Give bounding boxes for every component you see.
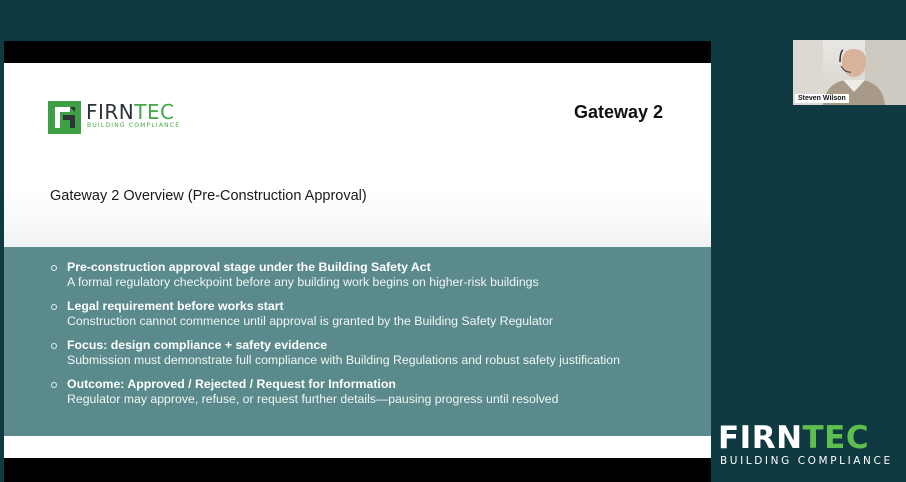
- firntec-logo-mark-icon: [48, 101, 81, 134]
- presenter-name-label: Steven Wilson: [795, 94, 849, 103]
- bullet-item: [50, 260, 620, 289]
- bullet-item: [50, 377, 620, 406]
- bullet-list: [50, 260, 620, 416]
- brand-wordmark-firn: FIRN: [718, 420, 803, 456]
- shared-screen: [4, 41, 711, 482]
- brand-wordmark-tec: TEC: [802, 420, 870, 456]
- bullet-text: A formal regulatory checkpoint before any building work begins on higher-risk buildings: [67, 274, 539, 289]
- bullet-heading: Pre-construction approval stage under the Building Safety Act: [67, 260, 431, 274]
- logo-wordmark-tec: TEC: [134, 100, 175, 124]
- logo-subtitle: BUILDING COMPLIANCE: [87, 122, 181, 129]
- bullet-text: Regulator may approve, refuse, or request further details—pausing progress until resolved: [67, 391, 559, 406]
- logo-wordmark-firn: FIRN: [86, 100, 135, 124]
- logo-wordmark: [86, 101, 175, 123]
- bullet-text: Construction cannot commence until approval is granted by the Building Safety Regulator: [67, 313, 554, 328]
- bullet-heading: Outcome: Approved / Rejected / Request for Information: [67, 377, 396, 391]
- bullet-heading: Focus: design compliance + safety evidence: [67, 338, 328, 352]
- bullet-heading: Legal requirement before works start: [67, 299, 284, 313]
- slide-header: [4, 63, 711, 247]
- bullet-circle-icon: [51, 265, 57, 271]
- bullet-item: [50, 338, 620, 367]
- bullet-text: Submission must demonstrate full compliance with Building Regulations and robust safety justification: [67, 352, 620, 367]
- bullet-circle-icon: [51, 343, 57, 349]
- firntec-brand-watermark: [718, 422, 894, 470]
- slide-subtitle: Gateway 2 Overview (Pre-Construction Approval): [50, 188, 367, 204]
- bullet-panel: [4, 247, 711, 436]
- brand-wordmark: [718, 422, 869, 454]
- presentation-slide: [4, 63, 711, 458]
- brand-subtitle: BUILDING COMPLIANCE: [720, 455, 893, 467]
- bullet-circle-icon: [51, 304, 57, 310]
- bullet-circle-icon: [51, 382, 57, 388]
- slide-title: Gateway 2: [573, 102, 663, 122]
- presenter-video-tile[interactable]: [793, 40, 906, 105]
- bullet-item: [50, 299, 620, 328]
- firntec-logo: [48, 100, 181, 135]
